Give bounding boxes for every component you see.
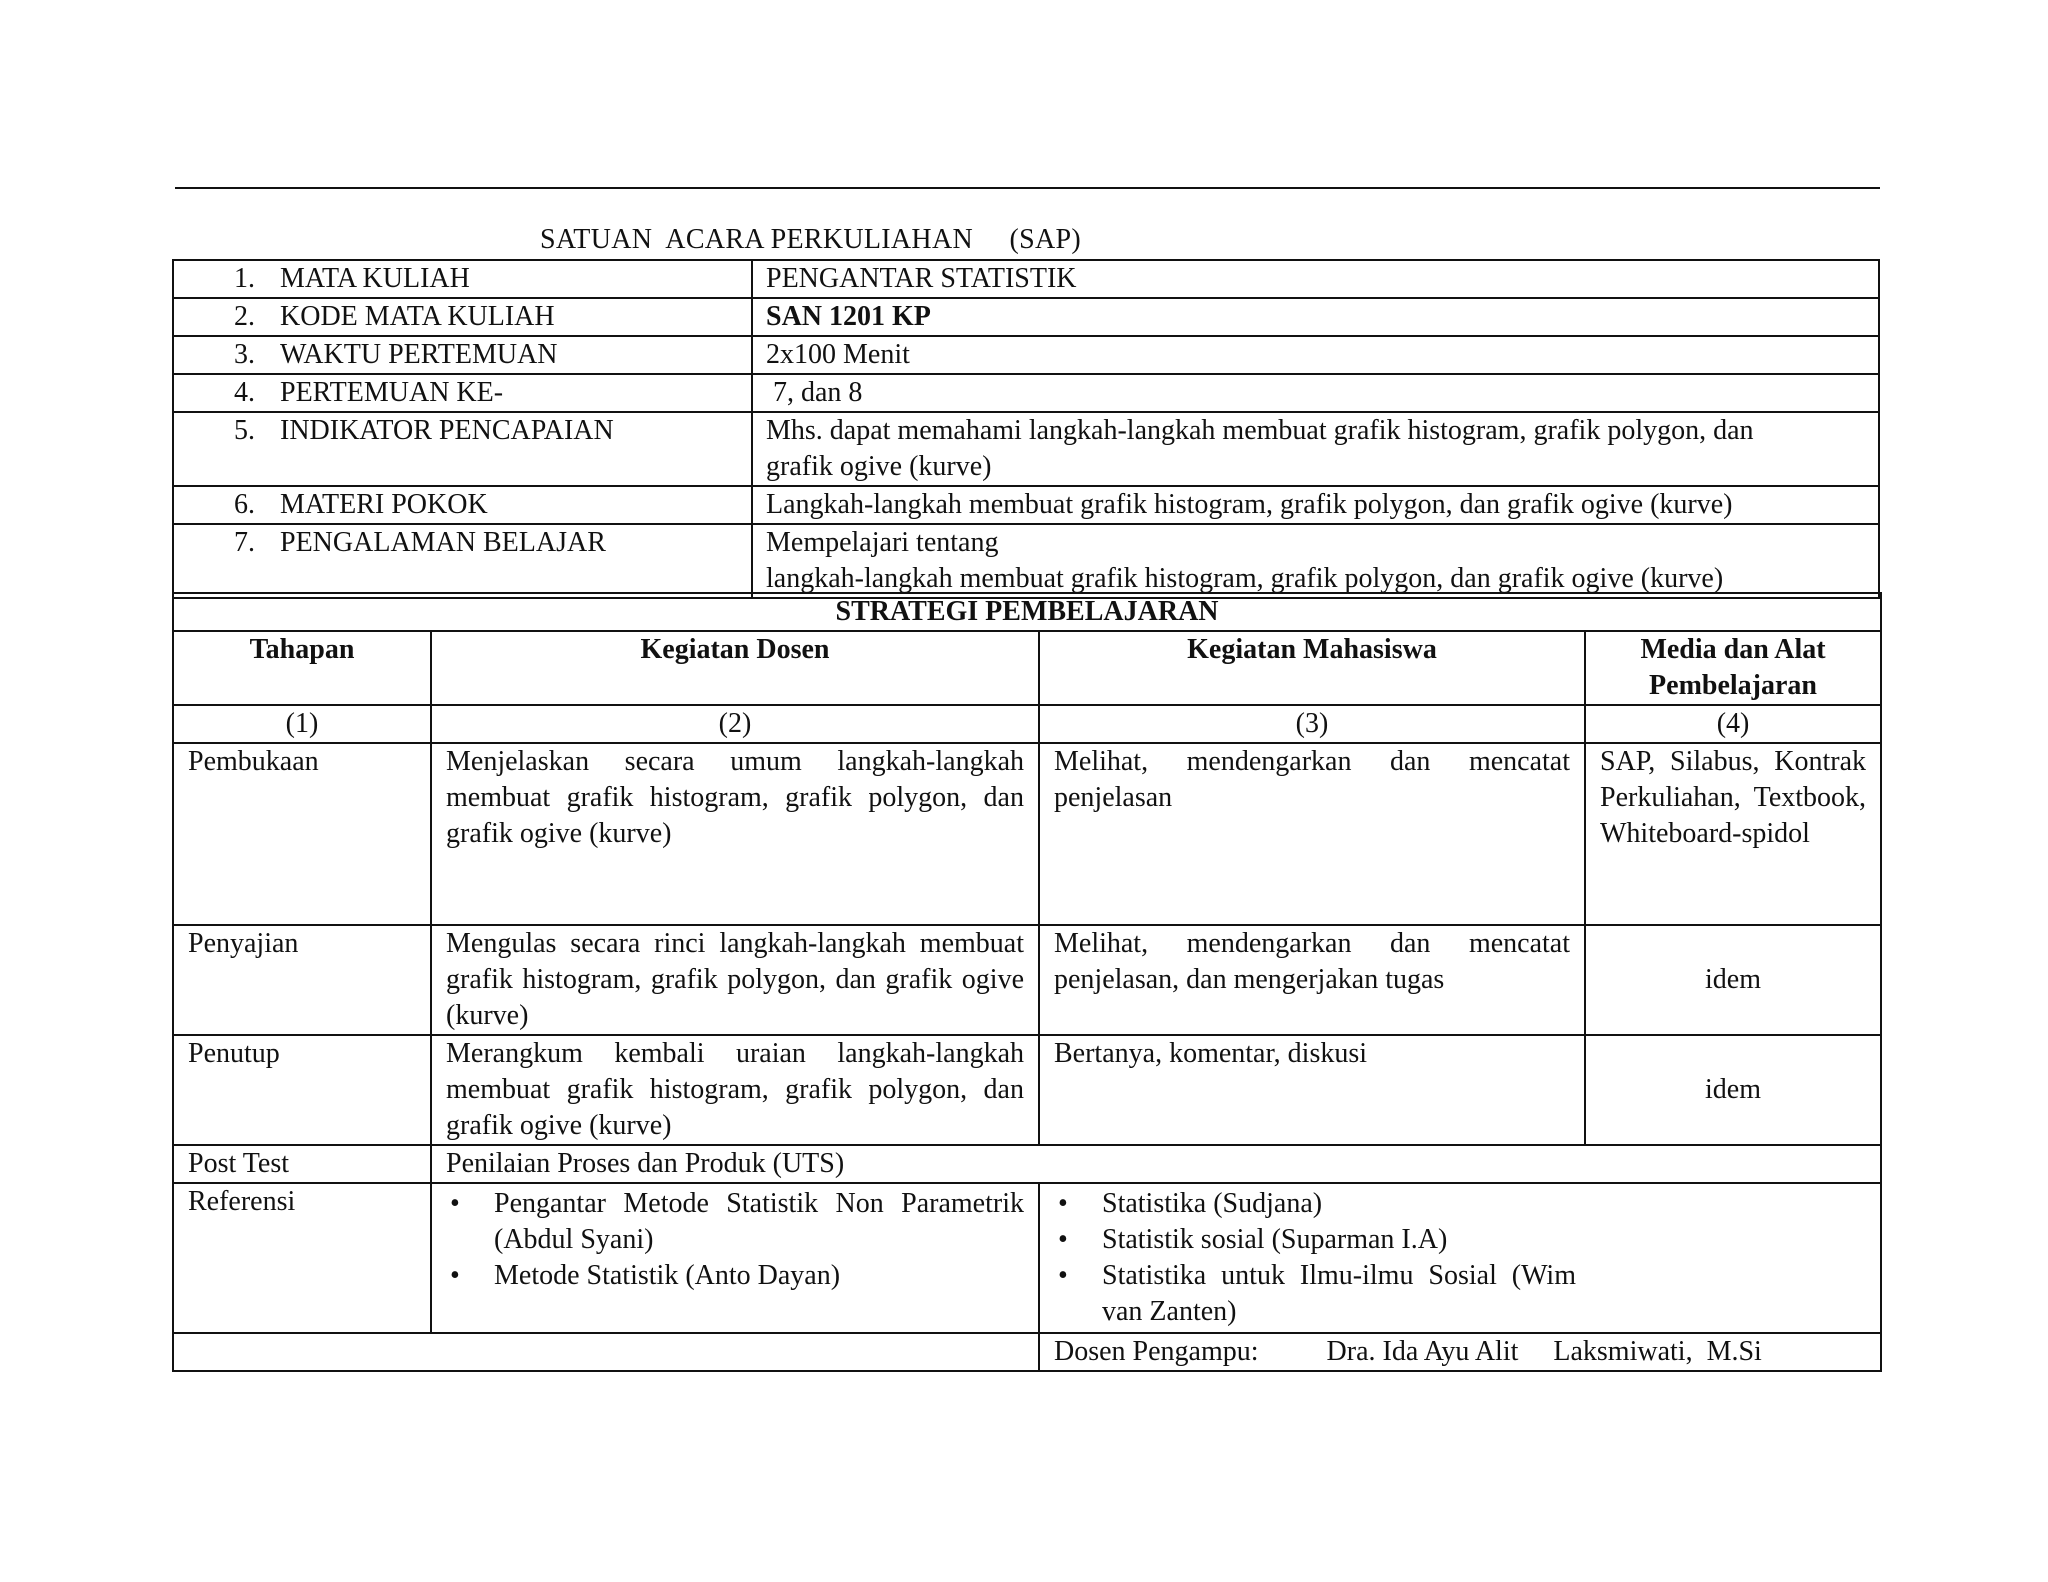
column-number: (4): [1585, 705, 1881, 743]
stage-cell: Penutup: [173, 1035, 431, 1145]
student-activity-cell: Melihat, mendengarkan dan mencatat penjelasan: [1039, 743, 1585, 925]
info-value: [752, 524, 1879, 598]
column-number: (2): [431, 705, 1039, 743]
lecturer-activity-cell: Merangkum kembali uraian langkah-langkah membuat grafik histogram, grafik polygon, dan grafik ogive (kurve): [431, 1035, 1039, 1145]
post-test-label: Post Test: [173, 1145, 431, 1183]
column-header: Kegiatan Mahasiswa: [1039, 631, 1585, 705]
table-row: [173, 1035, 1881, 1145]
empty-cell: [173, 1333, 1039, 1371]
info-label: 6. MATERI POKOK: [173, 486, 752, 524]
reference-list: [446, 1186, 1024, 1294]
info-label: 1. MATA KULIAH: [173, 260, 752, 298]
lecturer-signature-cell: [1039, 1333, 1881, 1371]
column-number: (1): [173, 705, 431, 743]
table-row: [173, 260, 1879, 298]
info-value: 7, dan 8: [752, 374, 1879, 412]
document-title: SATUAN ACARA PERKULIAHAN (SAP): [540, 224, 1081, 255]
student-activity-cell: Bertanya, komentar, diskusi: [1039, 1035, 1585, 1145]
media-cell: SAP, Silabus, Kontrak Perkuliahan, Textbook, Whiteboard-spidol: [1585, 743, 1881, 925]
info-label: 7. PENGALAMAN BELAJAR: [173, 524, 752, 598]
table-row: [173, 705, 1881, 743]
table-row: [173, 486, 1879, 524]
reference-item: • Statistika (Sudjana): [1054, 1186, 1576, 1222]
table-row: [173, 412, 1879, 486]
column-header: Tahapan: [173, 631, 431, 705]
table-row: [173, 631, 1881, 705]
table-row: [173, 298, 1879, 336]
lecturer-label: Dosen Pengampu:: [1054, 1336, 1259, 1367]
header-rule: [175, 187, 1880, 189]
column-number: (3): [1039, 705, 1585, 743]
lecturer-name: Dra. Ida Ayu Alit Laksmiwati, M.Si: [1326, 1336, 1762, 1367]
table-row: [173, 374, 1879, 412]
table-row: [173, 1145, 1881, 1183]
table-row: [173, 336, 1879, 374]
course-code-value: SAN 1201 KP: [752, 298, 1879, 336]
stage-cell: Penyajian: [173, 925, 431, 1035]
info-label: 5. INDIKATOR PENCAPAIAN: [173, 412, 752, 486]
info-label: 2. KODE MATA KULIAH: [173, 298, 752, 336]
lecturer-activity-cell: Mengulas secara rinci langkah-langkah membuat grafik histogram, grafik polygon, dan grafik ogive (kurve): [431, 925, 1039, 1035]
post-test-value: Penilaian Proses dan Produk (UTS): [431, 1145, 1881, 1183]
lecturer-activity-cell: Menjelaskan secara umum langkah-langkah membuat grafik histogram, grafik polygon, dan grafik ogive (kurve): [431, 743, 1039, 925]
strategy-heading: STRATEGI PEMBELAJARAN: [173, 593, 1881, 631]
table-row: [173, 925, 1881, 1035]
info-label: 4. PERTEMUAN KE-: [173, 374, 752, 412]
reference-item: • Statistika untuk Ilmu-ilmu Sosial (Wim van Zanten): [1054, 1258, 1576, 1330]
learning-strategy-table: [172, 592, 1882, 1372]
info-value: Langkah-langkah membuat grafik histogram, grafik polygon, dan grafik ogive (kurve): [752, 486, 1879, 524]
references-label: Referensi: [173, 1183, 431, 1333]
column-header: Kegiatan Dosen: [431, 631, 1039, 705]
info-value-line: langkah-langkah membuat grafik histogram, grafik polygon, dan grafik ogive (kurve): [766, 563, 1724, 594]
table-row: [173, 524, 1879, 598]
info-value-line: Mempelajari tentang: [766, 527, 999, 558]
column-header: Media dan Alat Pembelajaran: [1585, 631, 1881, 705]
table-row: [173, 1333, 1881, 1371]
table-row: [173, 593, 1881, 631]
table-row: [173, 1183, 1881, 1333]
table-row: [173, 743, 1881, 925]
reference-item: • Metode Statistik (Anto Dayan): [446, 1258, 1024, 1294]
reference-item: • Statistik sosial (Suparman I.A): [1054, 1222, 1576, 1258]
info-value: 2x100 Menit: [752, 336, 1879, 374]
media-cell: idem: [1585, 925, 1881, 1035]
info-label: 3. WAKTU PERTEMUAN: [173, 336, 752, 374]
references-right: [1039, 1183, 1881, 1333]
references-left: [431, 1183, 1039, 1333]
stage-cell: Pembukaan: [173, 743, 431, 925]
student-activity-cell: Melihat, mendengarkan dan mencatat penjelasan, dan mengerjakan tugas: [1039, 925, 1585, 1035]
course-info-table: [172, 259, 1880, 599]
reference-item: • Pengantar Metode Statistik Non Parametrik (Abdul Syani): [446, 1186, 1024, 1258]
info-value: Mhs. dapat memahami langkah-langkah membuat grafik histogram, grafik polygon, dan grafik ogive (kurve): [752, 412, 1879, 486]
reference-list: [1054, 1186, 1576, 1330]
info-value: PENGANTAR STATISTIK: [752, 260, 1879, 298]
media-cell: idem: [1585, 1035, 1881, 1145]
